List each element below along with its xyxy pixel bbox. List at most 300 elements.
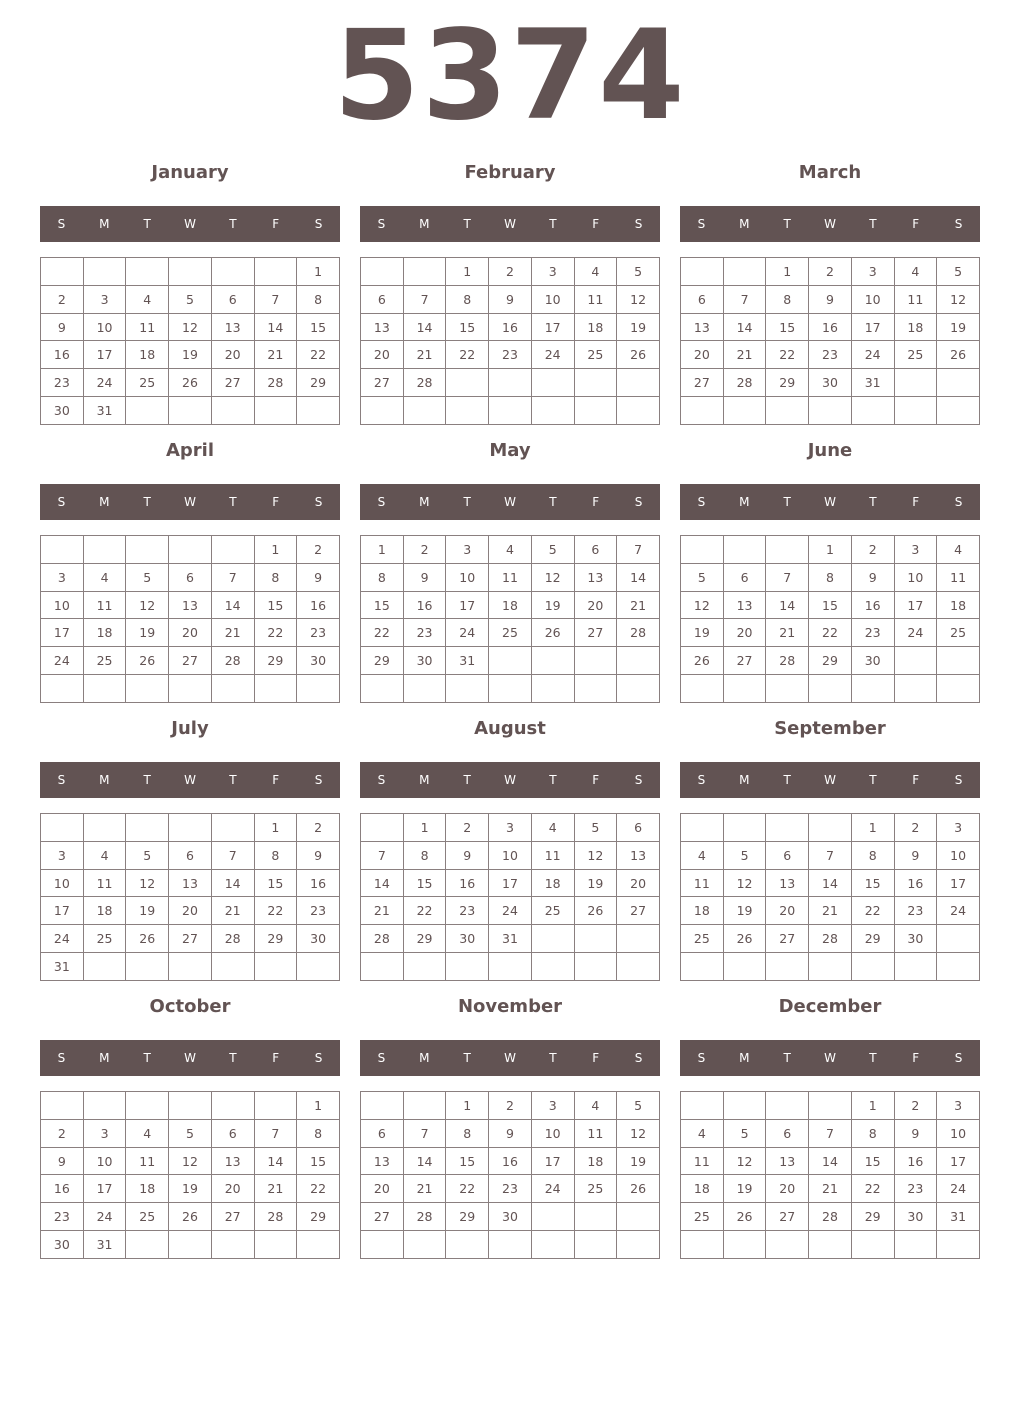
day-cell: 29 bbox=[851, 925, 894, 953]
day-cell: 9 bbox=[489, 285, 532, 313]
day-cell: 19 bbox=[723, 1175, 766, 1203]
empty-day-cell bbox=[254, 1231, 297, 1259]
empty-day-cell bbox=[937, 925, 980, 953]
day-cell: 22 bbox=[766, 341, 809, 369]
weekday-label: T bbox=[549, 495, 557, 509]
empty-day-cell bbox=[489, 675, 532, 703]
day-cell: 1 bbox=[851, 814, 894, 842]
day-cell: 24 bbox=[851, 341, 894, 369]
empty-day-cell bbox=[41, 536, 84, 564]
empty-day-cell bbox=[169, 536, 212, 564]
day-cell: 22 bbox=[297, 341, 340, 369]
day-cell: 31 bbox=[851, 369, 894, 397]
day-cell: 22 bbox=[446, 341, 489, 369]
day-cell: 28 bbox=[361, 925, 404, 953]
weekday-header bbox=[680, 762, 980, 798]
weekday-label: F bbox=[592, 495, 600, 509]
day-cell: 29 bbox=[297, 369, 340, 397]
day-grid bbox=[360, 535, 660, 703]
empty-day-cell bbox=[361, 1231, 404, 1259]
day-cell: 28 bbox=[809, 1203, 852, 1231]
week-row bbox=[681, 341, 980, 369]
day-cell: 25 bbox=[126, 1203, 169, 1231]
week-row bbox=[41, 675, 340, 703]
day-cell: 18 bbox=[937, 591, 980, 619]
day-cell: 16 bbox=[894, 1147, 937, 1175]
empty-day-cell bbox=[489, 397, 532, 425]
day-cell: 5 bbox=[531, 536, 574, 564]
weekday-label: T bbox=[463, 217, 471, 231]
week-row bbox=[361, 285, 660, 313]
day-cell: 26 bbox=[617, 341, 660, 369]
empty-day-cell bbox=[297, 675, 340, 703]
week-row bbox=[681, 397, 980, 425]
empty-day-cell bbox=[41, 814, 84, 842]
day-cell: 11 bbox=[489, 563, 532, 591]
week-row bbox=[681, 1231, 980, 1259]
empty-day-cell bbox=[126, 1092, 169, 1120]
empty-day-cell bbox=[937, 675, 980, 703]
week-row bbox=[361, 591, 660, 619]
week-row bbox=[361, 814, 660, 842]
day-cell: 28 bbox=[766, 647, 809, 675]
day-cell: 12 bbox=[531, 563, 574, 591]
weekday-label: T bbox=[229, 495, 237, 509]
day-cell: 16 bbox=[297, 869, 340, 897]
day-cell: 8 bbox=[446, 1119, 489, 1147]
week-row bbox=[41, 1092, 340, 1120]
day-cell: 19 bbox=[937, 313, 980, 341]
day-cell: 13 bbox=[574, 563, 617, 591]
empty-day-cell bbox=[254, 953, 297, 981]
weekday-label: S bbox=[377, 773, 386, 787]
weekday-label: W bbox=[504, 217, 516, 231]
empty-day-cell bbox=[126, 953, 169, 981]
day-cell: 14 bbox=[211, 869, 254, 897]
week-row bbox=[361, 313, 660, 341]
day-cell: 30 bbox=[489, 1203, 532, 1231]
day-cell: 10 bbox=[894, 563, 937, 591]
weekday-label: T bbox=[463, 495, 471, 509]
weekday-label: T bbox=[143, 773, 151, 787]
day-cell: 24 bbox=[41, 925, 84, 953]
empty-day-cell bbox=[169, 953, 212, 981]
weekday-header bbox=[40, 206, 340, 242]
weekday-label: S bbox=[314, 1051, 323, 1065]
week-row bbox=[41, 897, 340, 925]
month-may bbox=[360, 436, 660, 704]
day-cell: 16 bbox=[403, 591, 446, 619]
day-cell: 12 bbox=[723, 869, 766, 897]
weekday-label: W bbox=[824, 495, 836, 509]
day-grid bbox=[40, 535, 340, 703]
month-name: October bbox=[149, 996, 231, 1017]
month-name: May bbox=[489, 440, 531, 461]
day-cell: 17 bbox=[937, 869, 980, 897]
day-cell: 9 bbox=[403, 563, 446, 591]
weekday-label: W bbox=[184, 773, 196, 787]
day-cell: 4 bbox=[894, 258, 937, 286]
day-cell: 1 bbox=[446, 1092, 489, 1120]
day-cell: 22 bbox=[403, 897, 446, 925]
day-cell: 17 bbox=[41, 897, 84, 925]
day-cell: 13 bbox=[723, 591, 766, 619]
day-cell: 7 bbox=[766, 563, 809, 591]
day-cell: 11 bbox=[937, 563, 980, 591]
weekday-label: S bbox=[377, 1051, 386, 1065]
empty-day-cell bbox=[489, 369, 532, 397]
weekday-header bbox=[360, 206, 660, 242]
day-cell: 8 bbox=[403, 841, 446, 869]
month-november bbox=[360, 992, 660, 1260]
day-grid bbox=[360, 813, 660, 981]
empty-day-cell bbox=[403, 675, 446, 703]
day-cell: 27 bbox=[361, 1203, 404, 1231]
day-cell: 21 bbox=[809, 897, 852, 925]
day-cell: 11 bbox=[126, 313, 169, 341]
day-cell: 1 bbox=[403, 814, 446, 842]
day-cell: 2 bbox=[894, 814, 937, 842]
day-cell: 5 bbox=[617, 1092, 660, 1120]
day-cell: 10 bbox=[531, 1119, 574, 1147]
day-cell: 5 bbox=[937, 258, 980, 286]
week-row bbox=[361, 897, 660, 925]
day-cell: 25 bbox=[489, 619, 532, 647]
week-row bbox=[41, 925, 340, 953]
day-cell: 23 bbox=[489, 1175, 532, 1203]
month-january bbox=[40, 158, 340, 426]
empty-day-cell bbox=[723, 536, 766, 564]
day-cell: 26 bbox=[617, 1175, 660, 1203]
empty-day-cell bbox=[766, 675, 809, 703]
week-row bbox=[681, 1203, 980, 1231]
empty-day-cell bbox=[361, 258, 404, 286]
weekday-label: S bbox=[697, 1051, 706, 1065]
weekday-label: S bbox=[377, 217, 386, 231]
weekday-header bbox=[680, 1040, 980, 1076]
empty-day-cell bbox=[809, 1231, 852, 1259]
day-cell: 21 bbox=[254, 1175, 297, 1203]
day-cell: 6 bbox=[681, 285, 724, 313]
week-row bbox=[361, 841, 660, 869]
weekday-label: F bbox=[912, 773, 920, 787]
empty-day-cell bbox=[361, 675, 404, 703]
day-cell: 24 bbox=[937, 897, 980, 925]
day-cell: 13 bbox=[361, 1147, 404, 1175]
day-cell: 14 bbox=[723, 313, 766, 341]
day-cell: 6 bbox=[766, 841, 809, 869]
weekday-label: S bbox=[634, 1051, 643, 1065]
empty-day-cell bbox=[361, 397, 404, 425]
week-row bbox=[361, 675, 660, 703]
day-cell: 18 bbox=[83, 619, 126, 647]
day-cell: 31 bbox=[489, 925, 532, 953]
day-cell: 5 bbox=[723, 1119, 766, 1147]
day-cell: 17 bbox=[489, 869, 532, 897]
day-cell: 13 bbox=[361, 313, 404, 341]
weekday-label: T bbox=[869, 495, 877, 509]
day-cell: 2 bbox=[403, 536, 446, 564]
day-cell: 30 bbox=[297, 925, 340, 953]
weekday-label: T bbox=[783, 495, 791, 509]
day-cell: 26 bbox=[723, 1203, 766, 1231]
day-cell: 6 bbox=[361, 285, 404, 313]
day-cell: 18 bbox=[126, 341, 169, 369]
day-cell: 2 bbox=[851, 536, 894, 564]
day-cell: 6 bbox=[211, 285, 254, 313]
empty-day-cell bbox=[83, 953, 126, 981]
day-cell: 3 bbox=[83, 285, 126, 313]
day-cell: 16 bbox=[297, 591, 340, 619]
day-cell: 7 bbox=[809, 841, 852, 869]
day-cell: 23 bbox=[41, 1203, 84, 1231]
day-cell: 15 bbox=[446, 1147, 489, 1175]
month-december bbox=[680, 992, 980, 1260]
day-cell: 4 bbox=[83, 563, 126, 591]
empty-day-cell bbox=[403, 1231, 446, 1259]
week-row bbox=[361, 258, 660, 286]
week-row bbox=[361, 1175, 660, 1203]
empty-day-cell bbox=[446, 369, 489, 397]
day-cell: 18 bbox=[574, 1147, 617, 1175]
weekday-label: T bbox=[783, 217, 791, 231]
day-cell: 5 bbox=[723, 841, 766, 869]
day-cell: 9 bbox=[41, 1147, 84, 1175]
day-cell: 25 bbox=[894, 341, 937, 369]
day-cell: 11 bbox=[574, 1119, 617, 1147]
weekday-label: S bbox=[697, 495, 706, 509]
weekday-label: S bbox=[954, 495, 963, 509]
week-row bbox=[361, 1092, 660, 1120]
day-cell: 18 bbox=[894, 313, 937, 341]
week-row bbox=[41, 647, 340, 675]
day-cell: 4 bbox=[574, 1092, 617, 1120]
day-cell: 9 bbox=[489, 1119, 532, 1147]
day-cell: 28 bbox=[254, 369, 297, 397]
day-cell: 16 bbox=[41, 341, 84, 369]
day-cell: 21 bbox=[809, 1175, 852, 1203]
day-cell: 20 bbox=[361, 1175, 404, 1203]
day-cell: 23 bbox=[41, 369, 84, 397]
day-cell: 26 bbox=[169, 369, 212, 397]
month-name: April bbox=[165, 440, 215, 461]
month-june bbox=[680, 436, 980, 704]
day-cell: 20 bbox=[169, 897, 212, 925]
day-cell: 16 bbox=[809, 313, 852, 341]
day-cell: 4 bbox=[489, 536, 532, 564]
day-cell: 15 bbox=[297, 1147, 340, 1175]
weekday-label: T bbox=[549, 773, 557, 787]
day-cell: 16 bbox=[446, 869, 489, 897]
weekday-label: T bbox=[869, 773, 877, 787]
day-cell: 24 bbox=[83, 369, 126, 397]
week-row bbox=[41, 1203, 340, 1231]
empty-day-cell bbox=[617, 675, 660, 703]
day-cell: 15 bbox=[254, 869, 297, 897]
empty-day-cell bbox=[403, 397, 446, 425]
day-cell: 18 bbox=[681, 897, 724, 925]
empty-day-cell bbox=[681, 397, 724, 425]
day-cell: 23 bbox=[894, 897, 937, 925]
week-row bbox=[361, 869, 660, 897]
day-cell: 24 bbox=[446, 619, 489, 647]
day-cell: 19 bbox=[169, 1175, 212, 1203]
weekday-header bbox=[40, 1040, 340, 1076]
empty-day-cell bbox=[937, 397, 980, 425]
empty-day-cell bbox=[723, 1231, 766, 1259]
day-cell: 1 bbox=[254, 814, 297, 842]
day-cell: 14 bbox=[211, 591, 254, 619]
day-cell: 29 bbox=[297, 1203, 340, 1231]
empty-day-cell bbox=[766, 814, 809, 842]
weekday-label: F bbox=[912, 495, 920, 509]
day-cell: 23 bbox=[297, 897, 340, 925]
empty-day-cell bbox=[894, 953, 937, 981]
day-cell: 21 bbox=[723, 341, 766, 369]
day-cell: 10 bbox=[937, 841, 980, 869]
empty-day-cell bbox=[126, 675, 169, 703]
day-cell: 26 bbox=[126, 925, 169, 953]
weekday-label: T bbox=[229, 1051, 237, 1065]
day-cell: 30 bbox=[41, 1231, 84, 1259]
weekday-header bbox=[360, 762, 660, 798]
day-cell: 11 bbox=[894, 285, 937, 313]
empty-day-cell bbox=[894, 1231, 937, 1259]
day-cell: 1 bbox=[297, 1092, 340, 1120]
day-cell: 15 bbox=[851, 1147, 894, 1175]
day-cell: 27 bbox=[211, 369, 254, 397]
weekday-label: T bbox=[229, 773, 237, 787]
empty-day-cell bbox=[937, 953, 980, 981]
day-cell: 12 bbox=[681, 591, 724, 619]
day-cell: 8 bbox=[254, 841, 297, 869]
day-cell: 4 bbox=[126, 1119, 169, 1147]
empty-day-cell bbox=[617, 369, 660, 397]
day-cell: 12 bbox=[617, 285, 660, 313]
month-name: December bbox=[778, 996, 882, 1017]
day-cell: 31 bbox=[83, 1231, 126, 1259]
day-cell: 8 bbox=[361, 563, 404, 591]
empty-day-cell bbox=[83, 675, 126, 703]
day-cell: 14 bbox=[403, 1147, 446, 1175]
weekday-label: S bbox=[954, 773, 963, 787]
day-cell: 15 bbox=[254, 591, 297, 619]
day-cell: 8 bbox=[297, 285, 340, 313]
day-cell: 12 bbox=[169, 313, 212, 341]
empty-day-cell bbox=[361, 1092, 404, 1120]
week-row bbox=[41, 313, 340, 341]
weekday-label: T bbox=[783, 1051, 791, 1065]
weekday-label: S bbox=[57, 773, 66, 787]
weekday-label: M bbox=[99, 773, 110, 787]
weekday-label: F bbox=[592, 1051, 600, 1065]
empty-day-cell bbox=[809, 397, 852, 425]
empty-day-cell bbox=[766, 536, 809, 564]
day-cell: 11 bbox=[83, 869, 126, 897]
empty-day-cell bbox=[83, 536, 126, 564]
day-cell: 11 bbox=[126, 1147, 169, 1175]
day-cell: 3 bbox=[489, 814, 532, 842]
week-row bbox=[681, 925, 980, 953]
day-grid bbox=[680, 257, 980, 425]
day-cell: 10 bbox=[446, 563, 489, 591]
day-cell: 28 bbox=[809, 925, 852, 953]
weekday-label: T bbox=[869, 1051, 877, 1065]
day-cell: 26 bbox=[723, 925, 766, 953]
day-cell: 2 bbox=[489, 258, 532, 286]
week-row bbox=[681, 953, 980, 981]
week-row bbox=[41, 953, 340, 981]
day-cell: 19 bbox=[126, 897, 169, 925]
empty-day-cell bbox=[574, 925, 617, 953]
day-cell: 23 bbox=[851, 619, 894, 647]
weekday-label: T bbox=[783, 773, 791, 787]
empty-day-cell bbox=[574, 397, 617, 425]
empty-day-cell bbox=[211, 675, 254, 703]
week-row bbox=[361, 369, 660, 397]
month-name: July bbox=[171, 718, 209, 739]
empty-day-cell bbox=[169, 397, 212, 425]
day-cell: 13 bbox=[211, 313, 254, 341]
month-name: March bbox=[798, 162, 862, 183]
empty-day-cell bbox=[41, 258, 84, 286]
empty-day-cell bbox=[297, 1231, 340, 1259]
week-row bbox=[681, 814, 980, 842]
weekday-label: T bbox=[143, 1051, 151, 1065]
day-cell: 25 bbox=[83, 647, 126, 675]
day-cell: 7 bbox=[809, 1119, 852, 1147]
weekday-label: T bbox=[549, 217, 557, 231]
week-row bbox=[681, 619, 980, 647]
weekday-label: F bbox=[272, 217, 280, 231]
day-cell: 29 bbox=[403, 925, 446, 953]
weekday-label: S bbox=[314, 217, 323, 231]
day-cell: 17 bbox=[531, 313, 574, 341]
week-row bbox=[681, 313, 980, 341]
weekday-header bbox=[680, 206, 980, 242]
month-april bbox=[40, 436, 340, 704]
day-cell: 5 bbox=[617, 258, 660, 286]
month-february bbox=[360, 158, 660, 426]
empty-day-cell bbox=[446, 953, 489, 981]
empty-day-cell bbox=[254, 258, 297, 286]
week-row bbox=[41, 341, 340, 369]
weekday-header bbox=[360, 1040, 660, 1076]
empty-day-cell bbox=[489, 1231, 532, 1259]
empty-day-cell bbox=[574, 675, 617, 703]
day-cell: 20 bbox=[211, 1175, 254, 1203]
weekday-label: M bbox=[419, 1051, 430, 1065]
day-cell: 17 bbox=[83, 1175, 126, 1203]
empty-day-cell bbox=[574, 1231, 617, 1259]
day-cell: 9 bbox=[297, 563, 340, 591]
empty-day-cell bbox=[361, 953, 404, 981]
day-cell: 10 bbox=[83, 1147, 126, 1175]
day-cell: 17 bbox=[446, 591, 489, 619]
day-cell: 14 bbox=[361, 869, 404, 897]
day-cell: 7 bbox=[617, 536, 660, 564]
day-cell: 2 bbox=[41, 285, 84, 313]
month-september bbox=[680, 714, 980, 982]
day-cell: 17 bbox=[531, 1147, 574, 1175]
day-cell: 6 bbox=[617, 814, 660, 842]
day-cell: 28 bbox=[254, 1203, 297, 1231]
weekday-label: F bbox=[912, 217, 920, 231]
week-row bbox=[361, 397, 660, 425]
day-cell: 17 bbox=[83, 341, 126, 369]
day-cell: 28 bbox=[617, 619, 660, 647]
day-cell: 8 bbox=[446, 285, 489, 313]
